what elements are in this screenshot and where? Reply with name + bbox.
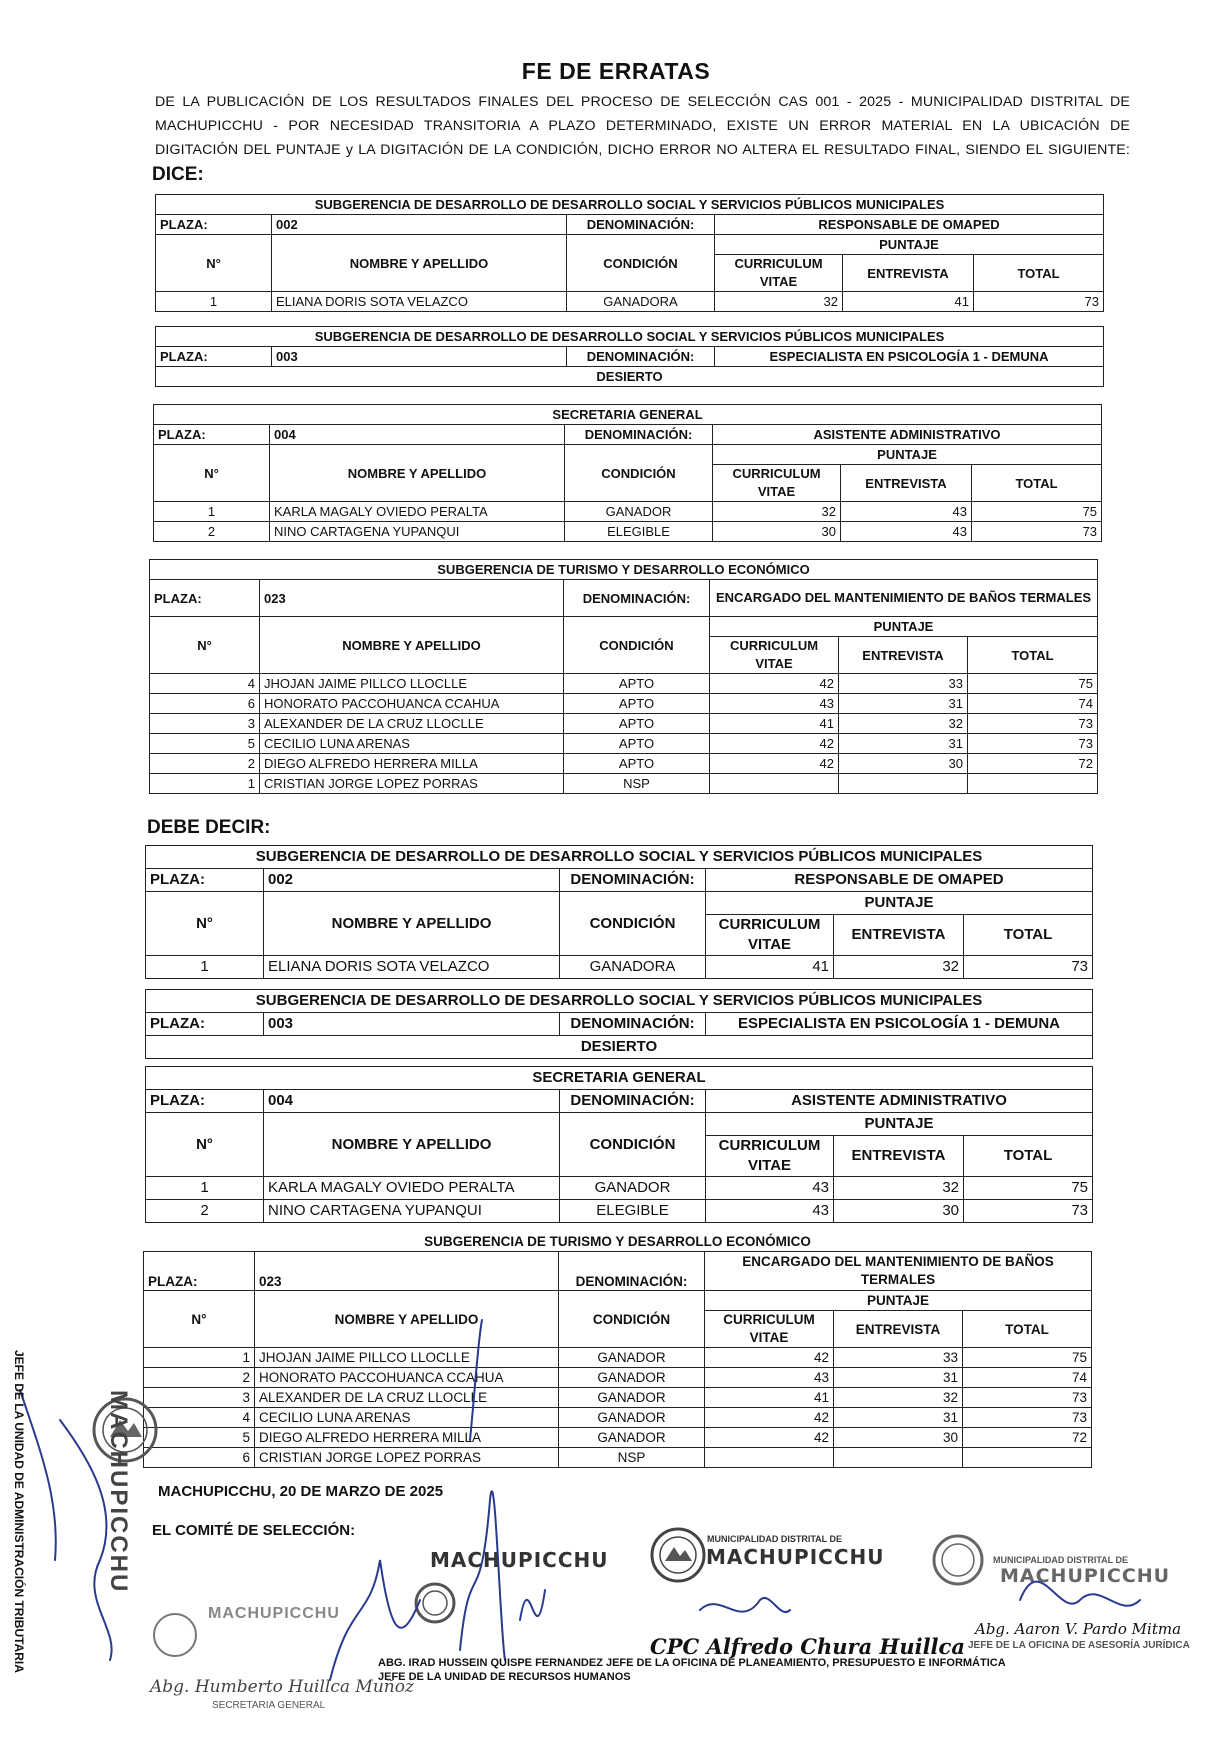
area-header: SUBGERENCIA DE DESARROLLO DE DESARROLLO SOCIAL Y SERVICIOS PÚBLICOS MUNICIPALES [156, 327, 1104, 347]
plaza-value: 003 [264, 1013, 560, 1036]
col-total: TOTAL [968, 637, 1098, 674]
desierto-status: DESIERTO [156, 367, 1104, 387]
plaza-value: 002 [272, 215, 567, 235]
col-entrevista: ENTREVISTA [834, 915, 964, 956]
col-puntaje: PUNTAJE [715, 235, 1104, 255]
table-row: 6 CRISTIAN JORGE LOPEZ PORRAS NSP [144, 1448, 1092, 1468]
col-nombre: NOMBRE Y APELLIDO [270, 445, 565, 502]
area-header: SUBGERENCIA DE DESARROLLO DE DESARROLLO SOCIAL Y SERVICIOS PÚBLICOS MUNICIPALES [146, 990, 1093, 1013]
col-curriculum: CURRICULUM VITAE [705, 1311, 834, 1348]
col-nombre: NOMBRE Y APELLIDO [264, 892, 560, 956]
table-row: 5 CECILIO LUNA ARENAS APTO 42 31 73 [150, 734, 1098, 754]
col-total: TOTAL [963, 1311, 1092, 1348]
table-row: 2 NINO CARTAGENA YUPANQUI ELEGIBLE 43 30 73 [146, 1200, 1093, 1223]
plaza-value: 023 [260, 580, 564, 617]
stamp-text: MUNICIPALIDAD DISTRITAL DE [707, 1534, 842, 1544]
area-header: SUBGERENCIA DE DESARROLLO DE DESARROLLO SOCIAL Y SERVICIOS PÚBLICOS MUNICIPALES [156, 195, 1104, 215]
denominacion-value: ESPECIALISTA EN PSICOLOGÍA 1 - DEMUNA [706, 1013, 1093, 1036]
table-row: 1 KARLA MAGALY OVIEDO PERALTA GANADOR 32 43 75 [154, 502, 1102, 522]
col-entrevista: ENTREVISTA [841, 465, 972, 502]
committee-label: EL COMITÉ DE SELECCIÓN: [152, 1522, 356, 1539]
intro-line: MACHUPICCHU - POR NECESIDAD TRANSITORIA A PLAZO DETERMINADO, EXISTE UN ERROR MATERIAL EN LA UBICACIÓN DE [155, 118, 1130, 134]
table-row: 4 CECILIO LUNA ARENAS GANADOR 42 31 73 [144, 1408, 1092, 1428]
table-row: 1 ELIANA DORIS SOTA VELAZCO GANADORA 41 32 73 [146, 956, 1093, 979]
col-total: TOTAL [964, 915, 1093, 956]
stamp-text: MACHUPICCHU [430, 1548, 609, 1572]
col-puntaje: PUNTAJE [713, 445, 1102, 465]
plaza-label: PLAZA: [150, 580, 260, 617]
col-num: N° [156, 235, 272, 292]
signature-pardo-role: JEFE DE LA OFICINA DE ASESORÍA JURÍDICA [968, 1640, 1190, 1651]
table-row: 3 ALEXANDER DE LA CRUZ LLOCLLE APTO 41 32 73 [150, 714, 1098, 734]
table-row: 1 KARLA MAGALY OVIEDO PERALTA GANADOR 43 32 75 [146, 1177, 1093, 1200]
table-row: 2 HONORATO PACCOHUANCA CCAHUA GANADOR 43 31 74 [144, 1368, 1092, 1388]
stamp-text: MACHUPICCHU [105, 1390, 132, 1594]
col-curriculum: CURRICULUM VITAE [706, 1136, 834, 1177]
stamp-text: MACHUPICCHU [1000, 1565, 1171, 1587]
plaza-label: PLAZA: [144, 1252, 255, 1291]
col-curriculum: CURRICULUM VITAE [715, 255, 843, 292]
table-row: 1 ELIANA DORIS SOTA VELAZCO GANADORA 32 41 73 [156, 292, 1104, 312]
debe-table-plaza-004 [145, 1066, 1093, 1223]
plaza-label: PLAZA: [146, 869, 264, 892]
debe-table-plaza-002 [145, 845, 1093, 979]
area-header: SUBGERENCIA DE TURISMO Y DESARROLLO ECONÓMICO [144, 1232, 1092, 1252]
plaza-label: PLAZA: [156, 215, 272, 235]
col-condicion: CONDICIÓN [567, 235, 715, 292]
col-puntaje: PUNTAJE [706, 892, 1093, 915]
signature-huillca-role: SECRETARIA GENERAL [212, 1700, 326, 1711]
document-title: FE DE ERRATAS [521, 58, 711, 84]
col-nombre: NOMBRE Y APELLIDO [260, 617, 564, 674]
dice-table-plaza-003 [155, 326, 1104, 387]
intro-line: DE LA PUBLICACIÓN DE LOS RESULTADOS FINALES DEL PROCESO DE SELECCIÓN CAS 001 - 2025 - MUNICIPALIDAD DISTRITAL DE [155, 94, 1130, 110]
col-condicion: CONDICIÓN [565, 445, 713, 502]
denominacion-value: ESPECIALISTA EN PSICOLOGÍA 1 - DEMUNA [715, 347, 1104, 367]
table-row: 2 DIEGO ALFREDO HERRERA MILLA APTO 42 30 72 [150, 754, 1098, 774]
dice-label: DICE: [152, 164, 204, 185]
denominacion-label: DENOMINACIÓN: [564, 580, 710, 617]
col-nombre: NOMBRE Y APELLIDO [255, 1291, 559, 1348]
plaza-value: 023 [255, 1252, 559, 1291]
denominacion-label: DENOMINACIÓN: [560, 1013, 706, 1036]
denominacion-label: DENOMINACIÓN: [565, 425, 713, 445]
col-curriculum: CURRICULUM VITAE [710, 637, 839, 674]
col-condicion: CONDICIÓN [560, 1113, 706, 1177]
col-curriculum: CURRICULUM VITAE [706, 915, 834, 956]
col-puntaje: PUNTAJE [706, 1113, 1093, 1136]
col-num: N° [150, 617, 260, 674]
col-puntaje: PUNTAJE [705, 1291, 1092, 1311]
table-row: 6 HONORATO PACCOHUANCA CCAHUA APTO 43 31 74 [150, 694, 1098, 714]
table-row: 4 JHOJAN JAIME PILLCO LLOCLLE APTO 42 33 75 [150, 674, 1098, 694]
table-row: 5 DIEGO ALFREDO HERRERA MILLA GANADOR 42 30 72 [144, 1428, 1092, 1448]
signature-side-role: JEFE DE LA UNIDAD DE ADMINISTRACIÓN TRIBUTARIA [12, 1350, 26, 1673]
table-row: 1 CRISTIAN JORGE LOPEZ PORRAS NSP [150, 774, 1098, 794]
intro-line: DIGITACIÓN DEL PUNTAJE y LA DIGITACIÓN DE LA CONDICIÓN, DICHO ERROR NO ALTERA EL RESULTADO FINAL, SIENDO EL SIGUIENTE: [155, 142, 1130, 158]
debe-decir-label: DEBE DECIR: [147, 817, 271, 838]
plaza-label: PLAZA: [154, 425, 270, 445]
document-date: MACHUPICCHU, 20 DE MARZO DE 2025 [158, 1483, 444, 1500]
col-puntaje: PUNTAJE [710, 617, 1098, 637]
col-total: TOTAL [974, 255, 1104, 292]
signature-rrhh-role: JEFE DE LA UNIDAD DE RECURSOS HUMANOS [378, 1671, 631, 1683]
denominacion-label: DENOMINACIÓN: [567, 347, 715, 367]
col-nombre: NOMBRE Y APELLIDO [272, 235, 567, 292]
plaza-value: 004 [264, 1090, 560, 1113]
plaza-label: PLAZA: [156, 347, 272, 367]
denominacion-value: RESPONSABLE DE OMAPED [706, 869, 1093, 892]
plaza-value: 003 [272, 347, 567, 367]
signature-chura: CPC Alfredo Chura Huillca [650, 1634, 965, 1659]
stamp-text: MACHUPICCHU [706, 1545, 885, 1569]
desierto-status: DESIERTO [146, 1036, 1093, 1059]
denominacion-value: ENCARGADO DEL MANTENIMIENTO DE BAÑOS TERMALES [710, 580, 1098, 617]
col-condicion: CONDICIÓN [559, 1291, 705, 1348]
signature-huillca: Abg. Humberto Huillca Muñoz [150, 1677, 414, 1697]
denominacion-label: DENOMINACIÓN: [560, 1090, 706, 1113]
debe-table-plaza-003 [145, 989, 1093, 1059]
area-header: SUBGERENCIA DE DESARROLLO DE DESARROLLO SOCIAL Y SERVICIOS PÚBLICOS MUNICIPALES [146, 846, 1093, 869]
col-entrevista: ENTREVISTA [834, 1136, 964, 1177]
denominacion-value: ASISTENTE ADMINISTRATIVO [706, 1090, 1093, 1113]
col-condicion: CONDICIÓN [564, 617, 710, 674]
area-header: SECRETARIA GENERAL [154, 405, 1102, 425]
stamp-text: MACHUPICCHU [208, 1605, 340, 1622]
denominacion-label: DENOMINACIÓN: [560, 869, 706, 892]
dice-table-plaza-002 [155, 194, 1104, 312]
denominacion-label: DENOMINACIÓN: [559, 1252, 705, 1291]
area-header: SUBGERENCIA DE TURISMO Y DESARROLLO ECONÓMICO [150, 560, 1098, 580]
col-total: TOTAL [972, 465, 1102, 502]
col-condicion: CONDICIÓN [560, 892, 706, 956]
col-num: N° [144, 1291, 255, 1348]
col-num: N° [146, 892, 264, 956]
table-row: 3 ALEXANDER DE LA CRUZ LLOCLLE GANADOR 41 32 73 [144, 1388, 1092, 1408]
col-num: N° [154, 445, 270, 502]
col-total: TOTAL [964, 1136, 1093, 1177]
dice-table-plaza-004 [153, 404, 1102, 542]
col-nombre: NOMBRE Y APELLIDO [264, 1113, 560, 1177]
col-entrevista: ENTREVISTA [843, 255, 974, 292]
signature-quispe: ABG. IRAD HUSSEIN QUISPE FERNANDEZ JEFE DE LA OFICINA DE PLANEAMIENTO, PRESUPUESTO E INFORMÁTICA [378, 1657, 1006, 1669]
table-row: 1 JHOJAN JAIME PILLCO LLOCLLE GANADOR 42 33 75 [144, 1348, 1092, 1368]
denominacion-label: DENOMINACIÓN: [567, 215, 715, 235]
signature-pardo: Abg. Aaron V. Pardo Mitma [975, 1620, 1182, 1638]
intro-paragraph [155, 90, 1130, 162]
denominacion-value: ENCARGADO DEL MANTENIMIENTO DE BAÑOS TERMALES [705, 1252, 1092, 1291]
table-row: 2 NINO CARTAGENA YUPANQUI ELEGIBLE 30 43 73 [154, 522, 1102, 542]
plaza-label: PLAZA: [146, 1090, 264, 1113]
stamp-text: MUNICIPALIDAD DISTRITAL DE [993, 1555, 1128, 1565]
plaza-value: 004 [270, 425, 565, 445]
col-entrevista: ENTREVISTA [839, 637, 968, 674]
area-header: SECRETARIA GENERAL [146, 1067, 1093, 1090]
plaza-value: 002 [264, 869, 560, 892]
col-entrevista: ENTREVISTA [834, 1311, 963, 1348]
col-num: N° [146, 1113, 264, 1177]
col-curriculum: CURRICULUM VITAE [713, 465, 841, 502]
denominacion-value: RESPONSABLE DE OMAPED [715, 215, 1104, 235]
plaza-label: PLAZA: [146, 1013, 264, 1036]
denominacion-value: ASISTENTE ADMINISTRATIVO [713, 425, 1102, 445]
dice-table-plaza-023 [149, 559, 1098, 794]
